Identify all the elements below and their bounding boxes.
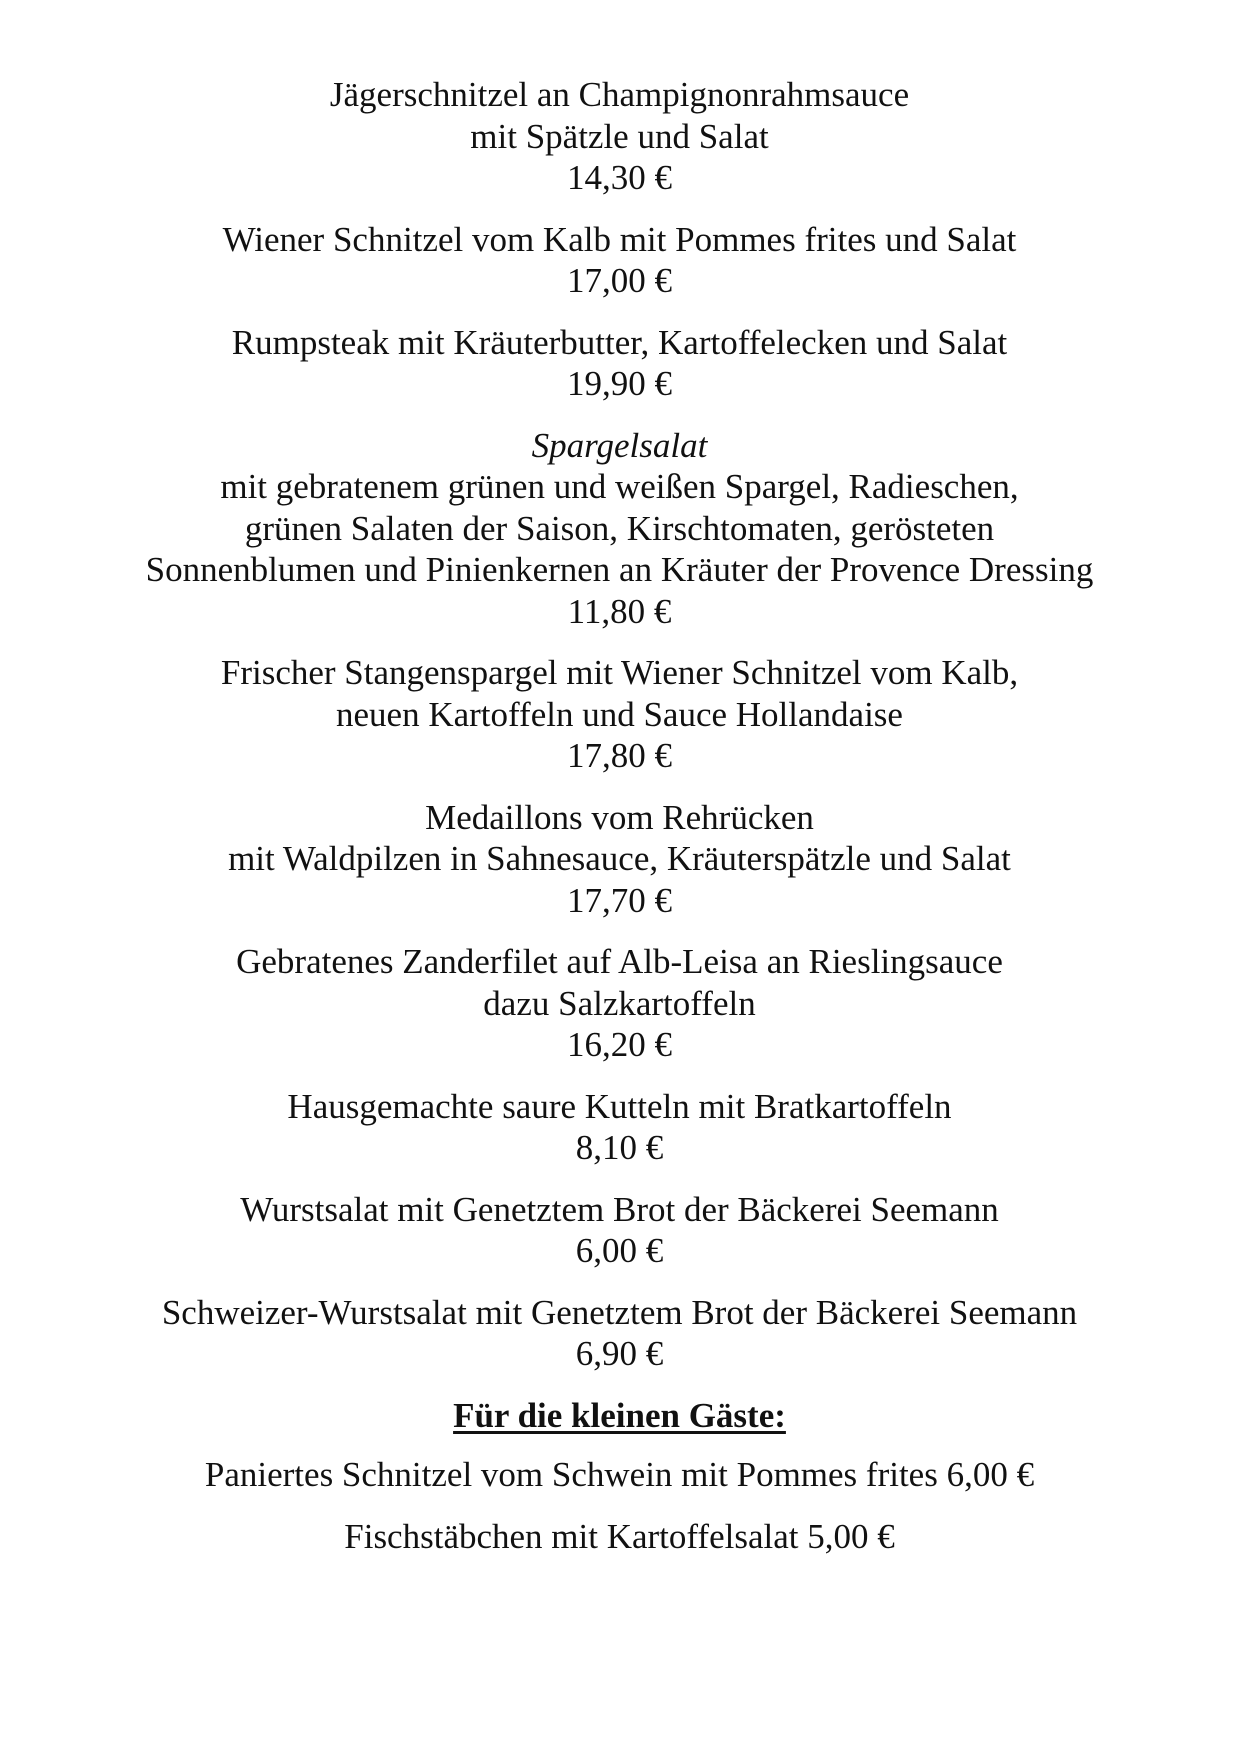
menu-item-rehruecken (0, 797, 1239, 922)
kids-section-heading: Für die kleinen Gäste: (453, 1395, 786, 1435)
dish-description-line-3: Sonnenblumen und Pinienkernen an Kräuter der Provence Dressing (145, 550, 1094, 589)
menu-item-wurstsalat (0, 1189, 1239, 1272)
dish-name: Schweizer-Wurstsalat mit Genetztem Brot der Bäckerei Seemann (161, 1292, 1078, 1332)
dish-name: Hausgemachte saure Kutteln mit Bratkartoffeln (287, 1086, 952, 1126)
dish-name: Wurstsalat mit Genetztem Brot der Bäckerei Seemann (240, 1189, 999, 1229)
menu-item-zanderfilet (0, 941, 1239, 1066)
dish-price: 6,90 € (575, 1334, 664, 1373)
dish-price: 6,00 € (575, 1231, 664, 1270)
dish-description-line-2: grünen Salaten der Saison, Kirschtomaten, gerösteten (244, 508, 995, 548)
menu-item-kutteln (0, 1086, 1239, 1169)
menu-item-stangenspargel (0, 652, 1239, 777)
dish-name: Medaillons vom Rehrücken (425, 797, 814, 837)
dish-description-line-1: mit gebratenem grünen und weißen Spargel, Radieschen, (220, 467, 1019, 506)
dish-name: Spargelsalat (531, 425, 708, 465)
dish-description: dazu Salzkartoffeln (483, 983, 756, 1023)
dish-description: neuen Kartoffeln und Sauce Hollandaise (336, 694, 903, 734)
dish-price: 8,10 € (575, 1128, 664, 1167)
kids-item-schnitzel: Paniertes Schnitzel vom Schwein mit Pommes frites 6,00 € (204, 1455, 1035, 1494)
menu-item-jaegerschnitzel (0, 74, 1239, 199)
dish-name: Wiener Schnitzel vom Kalb mit Pommes frites und Salat (222, 219, 1017, 259)
dish-description: mit Waldpilzen in Sahnesauce, Kräuterspätzle und Salat (228, 839, 1011, 878)
dish-price: 19,90 € (567, 364, 672, 403)
dish-price: 14,30 € (567, 158, 672, 197)
dish-name: Frischer Stangenspargel mit Wiener Schnitzel vom Kalb, (220, 653, 1019, 692)
dish-price: 17,80 € (567, 736, 672, 775)
menu-item-schweizer-wurstsalat (0, 1292, 1239, 1375)
menu-item-rumpsteak (0, 322, 1239, 405)
menu-page (0, 74, 1239, 1577)
dish-description: mit Spätzle und Salat (470, 116, 769, 156)
dish-price: 11,80 € (567, 591, 672, 631)
dish-price: 17,00 € (567, 261, 672, 300)
kids-item-fischstaebchen: Fischstäbchen mit Kartoffelsalat 5,00 € (344, 1516, 895, 1556)
menu-item-wiener-schnitzel (0, 219, 1239, 302)
dish-price: 16,20 € (567, 1025, 672, 1064)
dish-price: 17,70 € (567, 880, 672, 920)
menu-item-spargelsalat (0, 425, 1239, 633)
dish-name: Rumpsteak mit Kräuterbutter, Kartoffelecken und Salat (231, 322, 1008, 362)
dish-name: Jägerschnitzel an Champignonrahmsauce (329, 75, 910, 114)
dish-name: Gebratenes Zanderfilet auf Alb-Leisa an Rieslingsauce (236, 942, 1003, 981)
